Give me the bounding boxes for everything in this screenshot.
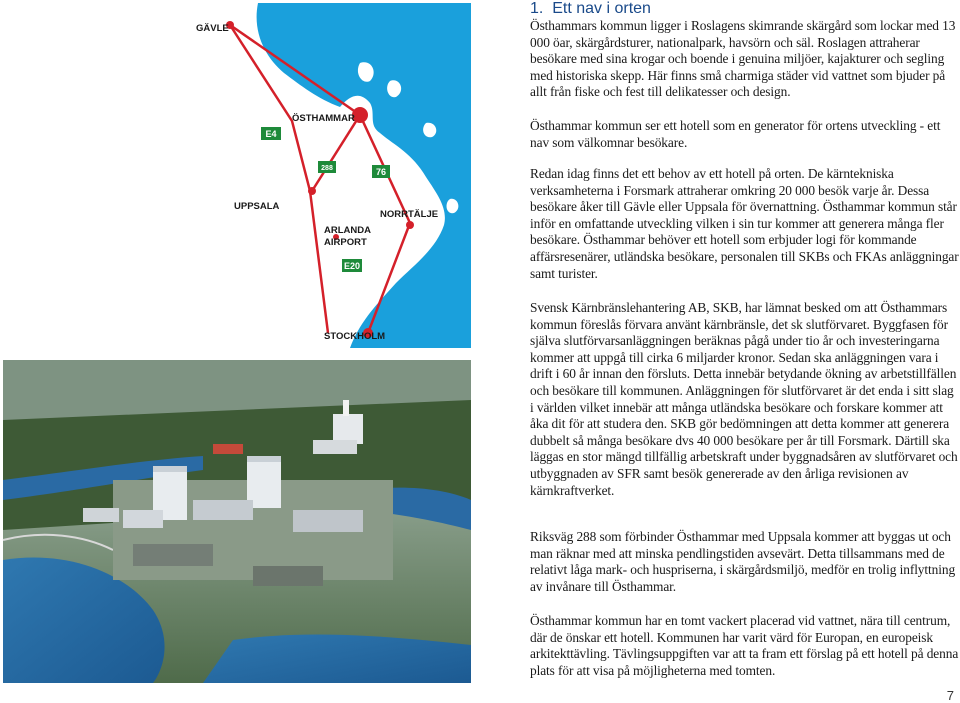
- label-arlanda: ARLANDA: [324, 225, 371, 236]
- photo-parking-2: [133, 544, 213, 566]
- page-number: 7: [946, 688, 954, 703]
- nuclear-plant-photo: [3, 360, 471, 683]
- photo-reactor-3: [333, 414, 363, 444]
- photo-hall-1: [123, 510, 163, 528]
- photo-hall-5: [313, 440, 357, 454]
- photo-hall-4: [293, 510, 363, 532]
- photo-svg: [3, 360, 471, 683]
- photo-hall-2: [83, 508, 119, 522]
- paragraph-demand: Redan idag finns det ett behov av ett hotell på orten. De kärntekniska verksamheterna i Forsmark attraherar omkring 20 000 besök varje år. Dessa besökare åker till Gävle eller Uppsala för övernattning. Östhammar kommun står inför en omfattande utveckling vilken i sin tur kommer att generera många fler besökare. Östhammar behöver ett hotell som erbjuder logi för kommande affärsresenärer, utländska besökare, personalen till SKBs och FKAs anläggningar samt turister.: [530, 166, 959, 281]
- shield-e20-label: E20: [343, 261, 361, 271]
- photo-chimney: [343, 400, 349, 416]
- paragraph-site: Östhammar kommun har en tomt vackert placerad vid vattnet, nära till centrum, där de önskar ett hotell. Kommunen har varit värd för Europan, en europeisk arkitekttävling. Tävlingsuppgiften var att ta fram ett förslag på ett hotell på denna plats för att visa på möjligheterna med tomten.: [530, 613, 959, 678]
- paragraph-intro: Östhammars kommun ligger i Roslagens skimrande skärgård som lockar med 13 000 öar, skärgårdsturer, nationalpark, havsörn och säl. Roslagen attraherar besökare med sina krogar och boende i genuina miljöer, kajakturer och segling med historiska skepp. Här finns små charmiga städer vid vattnet som bjuder på allt från fiske och fest till delikatesser och design.: [530, 18, 956, 100]
- photo-water-bottom: [203, 635, 471, 683]
- paragraph-generator: Östhammar kommun ser ett hotell som en generator för ortens utveckling - ett nav som välkomnar besökare.: [530, 118, 941, 150]
- region-map: [196, 3, 471, 348]
- photo-reactor-1-roof: [153, 466, 187, 472]
- section-heading: [530, 0, 651, 18]
- label-stockholm: STOCKHOLM: [324, 331, 386, 342]
- region-map-svg: [196, 3, 471, 348]
- shield-e4-label: E4: [265, 129, 277, 139]
- label-gavle: GÄVLE: [196, 23, 229, 34]
- city-dot-norrtalje: [406, 221, 414, 229]
- shield-76-label: 76: [375, 167, 387, 177]
- photo-hall-3: [193, 500, 253, 520]
- paragraph-skb: Svensk Kärnbränslehantering AB, SKB, har lämnat besked om att Östhammars kommun föreslås förvara använt kärnbränsle, det sk slutförvaret. Byggfasen för själva slutförvarsanläggningen beräknas pågå under tio år och investeringarna kommer att uppgå till cirka 6 miljarder kronor. Sedan ska anläggningen vara i drift i 60 år innan den försluts. Detta innebär betydande ökning av arbetstillfällen och besökare till kommunen. Anläggningen för slutförvaret är det enda i sitt slag i världen vilket innebär att många utländska besökare och forskare kommer att åka dit för att studera den. SKB gör bedömningen att detta kommer att generera dubbelt så många besökare dvs 40 000 besökare per år till Forsmark. Därtill ska läggas en stor mängd tillfällig arbetskraft under byggnadsåren av slutförvaret och utbyggnaden av SFR samt besök genererade av den årliga revisionen av kärnkraftverket.: [530, 300, 958, 498]
- photo-reactor-2-roof: [247, 456, 281, 462]
- section-title: Ett nav i orten: [552, 0, 651, 17]
- label-norrtalje: NORRTÄLJE: [380, 209, 439, 220]
- city-dot-uppsala: [308, 187, 316, 195]
- section-number: 1.: [530, 0, 544, 17]
- label-uppsala: UPPSALA: [234, 201, 280, 212]
- photo-parking: [253, 566, 323, 586]
- label-osthammar: ÖSTHAMMAR: [292, 113, 355, 124]
- photo-red-building: [213, 444, 243, 454]
- paragraph-road-288: Riksväg 288 som förbinder Östhammar med Uppsala kommer att byggas ut och man räknar med att minska pendlingstiden avsevärt. Detta tillsammans med de relativt låga mark- och huspriserna, i skärgårdsmiljö, medför en trolig inflyttning av invånare till Östhammar.: [530, 529, 956, 594]
- label-airport: AIRPORT: [324, 237, 367, 248]
- shield-288-label: 288: [321, 165, 333, 172]
